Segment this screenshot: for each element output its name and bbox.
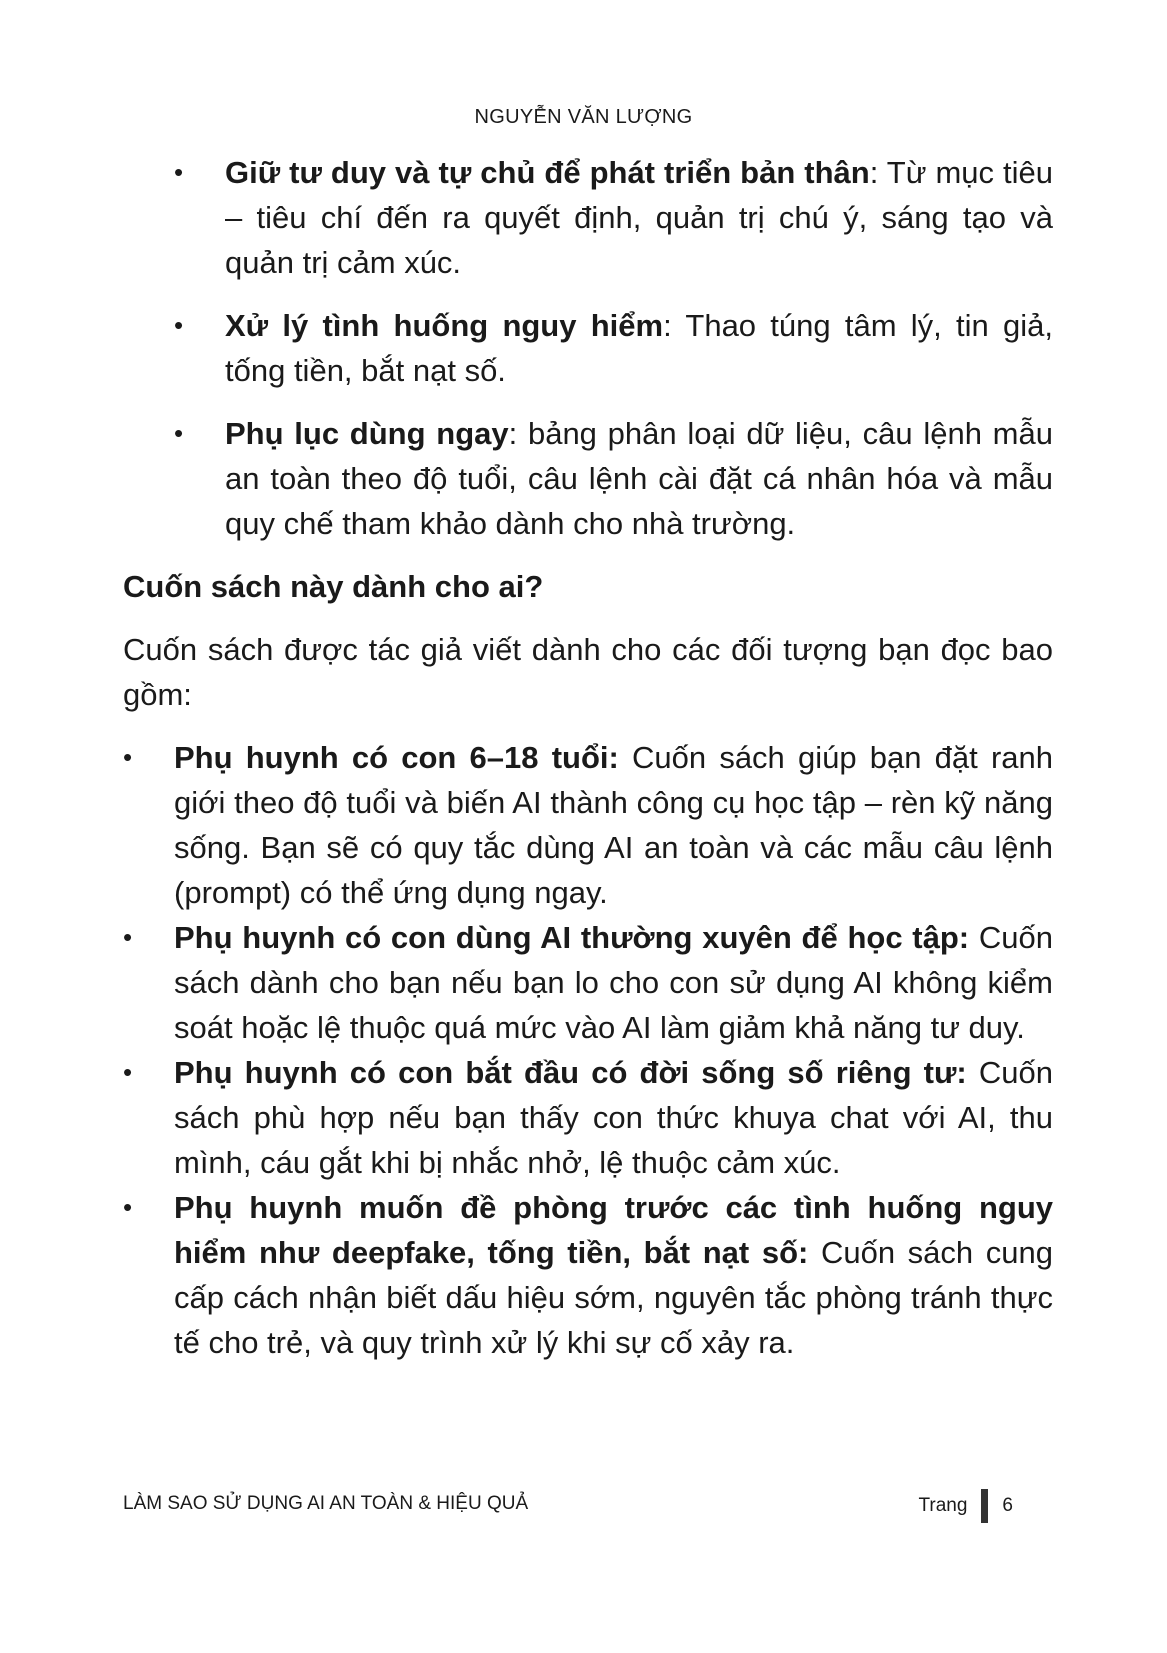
list-item	[123, 1185, 1053, 1365]
list-item-bold: Xử lý tình huống nguy hiểm	[225, 308, 664, 343]
page-number: 6	[1002, 1495, 1013, 1516]
list-item	[123, 150, 1053, 285]
page-label: Trang	[918, 1495, 968, 1516]
list-item-bold: Phụ huynh có con dùng AI thường xuyên để học tập:	[174, 920, 970, 955]
section-title: Cuốn sách này dành cho ai?	[123, 569, 544, 604]
list-item-text: Cuốn sách giúp bạn đặt ranh giới theo độ tuổi và biến AI thành công cụ học tập – rèn kỹ năng sống. Bạn sẽ có quy tắc dùng AI an toàn và các mẫu câu lệnh (prompt) có thể ứng dụng ngay.	[174, 740, 1054, 910]
list-item-text: Cuốn sách phù hợp nếu bạn thấy con thức khuya chat với AI, thu mình, cáu gắt khi bị nhắc nhở, lệ thuộc cảm xúc.	[174, 1055, 1053, 1180]
list-item	[123, 915, 1053, 1050]
list-item-bold: Phụ huynh muốn đề phòng trước các tình huống nguy hiểm như deepfake, tống tiền, bắt nạt số:	[174, 1190, 1053, 1270]
list-item	[123, 303, 1053, 393]
list-item	[123, 735, 1053, 915]
list-item	[123, 1050, 1053, 1185]
list-item-text: : Thao túng tâm lý, tin giả, tống tiền, bắt nạt số.	[225, 308, 1053, 388]
intro-paragraph: Cuốn sách được tác giả viết dành cho các đối tượng bạn đọc bao gồm:	[123, 632, 1053, 712]
page-divider	[981, 1489, 988, 1523]
list-item-bold: Phụ huynh có con bắt đầu có đời sống số riêng tư:	[174, 1055, 967, 1090]
audience-list	[123, 735, 1053, 1365]
list-item-text: : bảng phân loại dữ liệu, câu lệnh mẫu an toàn theo độ tuổi, câu lệnh cài đặt cá nhân hóa và mẫu quy chế tham khảo dành cho nhà trường.	[225, 416, 1053, 541]
list-item-text: Cuốn sách cung cấp cách nhận biết dấu hiệu sớm, nguyên tắc phòng tránh thực tế cho trẻ, và quy trình xử lý khi sự cố xảy ra.	[174, 1235, 1053, 1360]
list-item	[123, 411, 1053, 546]
book-title: LÀM SAO SỬ DỤNG AI AN TOÀN & HIỆU QUẢ	[123, 1493, 529, 1514]
page-indicator	[918, 1489, 1013, 1523]
list-item-bold: Giữ tư duy và tự chủ để phát triển bản thân	[225, 155, 870, 190]
feature-list	[123, 150, 1053, 546]
page-header: NGUYỄN VĂN LƯỢNG	[474, 106, 693, 128]
list-item-bold: Phụ lục dùng ngay	[225, 416, 509, 451]
list-item-bold: Phụ huynh có con 6–18 tuổi:	[174, 740, 619, 775]
list-item-text: Cuốn sách dành cho bạn nếu bạn lo cho con sử dụng AI không kiểm soát hoặc lệ thuộc quá mức vào AI làm giảm khả năng tư duy.	[174, 920, 1053, 1045]
page-content	[123, 150, 1053, 1365]
list-item-text: : Từ mục tiêu – tiêu chí đến ra quyết định, quản trị chú ý, sáng tạo và quản trị cảm xúc.	[225, 155, 1054, 280]
